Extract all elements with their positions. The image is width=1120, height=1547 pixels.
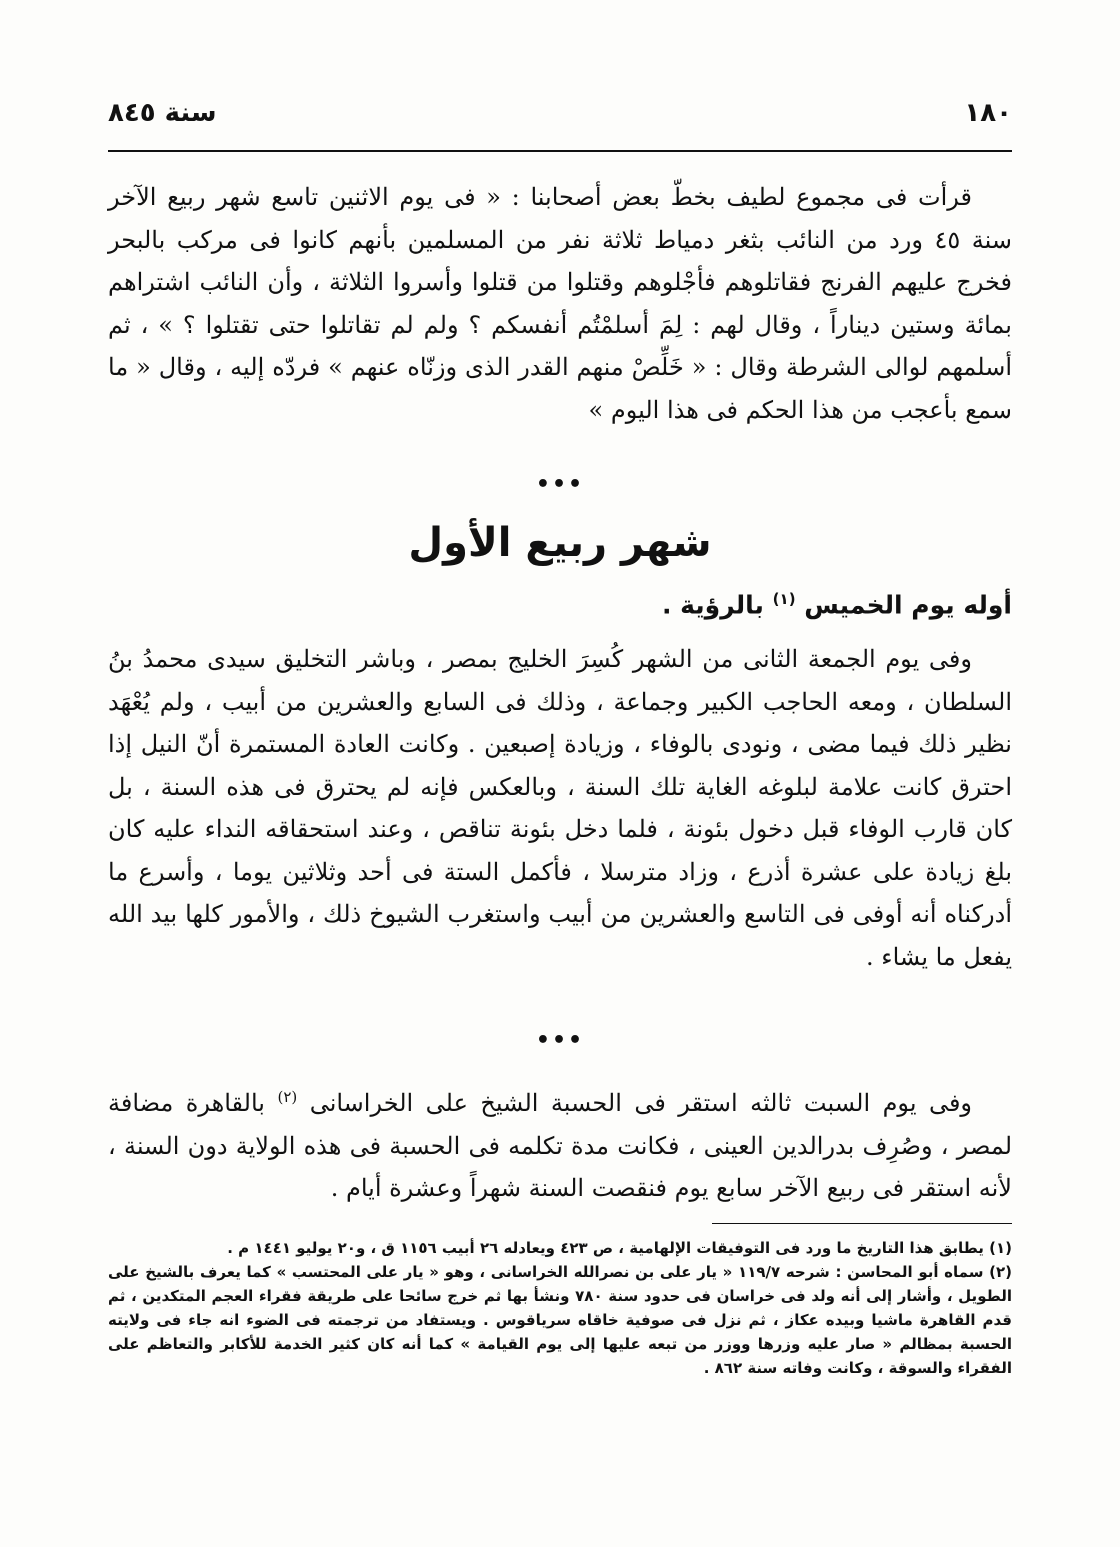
month-intro-text: أوله يوم الخميس [804,590,1012,620]
month-intro-text-end: بالرؤية . [661,590,764,620]
footnote-ref-1: (١) [772,590,796,608]
section-separator-2: ••• [535,1028,585,1053]
section-separator: ••• [535,472,585,497]
month-heading: شهر ربيع الأول [408,520,712,566]
paragraph-1: قرأت فى مجموع لطيف بخطّ بعض أصحابنا : « فى يوم الاثنين تاسع شهر ربيع الآخر سنة ٤٥ ورد من النائب بثغر دمياط ثلاثة نفر من المسلمين بأنهم كانوا فى مركب بالبحر فخرج عليهم الفرنج فقاتلوهم فأجْلوهم وقتلوا من قتلوا وأسروا الثلاثة ، وأن النائب اشتراهم بمائة وستين ديناراً ، وقال لهم : لِمَ أسلمْتُم أنفسكم ؟ ولم لم تقاتلوا حتى تقتلوا ؟ » ، ثم أسلمهم لوالى الشرطة وقال : « خَلِّصْ منهم القدر الذى وزنّاه عنهم » فردّه إليه ، وقال « ما سمع بأعجب من هذا الحكم فى هذا اليوم » [108,183,1013,424]
footnotes [108,1236,1012,1380]
footnote-1: (١) يطابق هذا التاريخ ما ورد فى التوفيقات الإلهامية ، ص ٤٢٣ ويعادله ٢٦ أبيب ١١٥٦ ق ، و٢٠ يوليو ١٤٤١ م . [227,1239,1012,1257]
month-intro [108,590,1012,619]
year-label: سنة ٨٤٥ [108,98,217,128]
footnote-2: (٢) سماه أبو المحاسن : شرحه ١١٩/٧ « يار على بن نصرالله الخراسانى ، وهو « يار على المحتسب » كما يعرف بالشيخ على الطويل ، وأشار إلى أنه ولد فى خراسان فى حدود سنة ٧٨٠ ونشأ بها ثم خرج سائحا على طريقة فقراء العجم المتكدين ، ثم قدم القاهرة ماشيا وبيده عكاز ، ثم نزل فى صوفية خاقاه سرياقوس . ويستفاد من ترجمته فى الضوء انه جاء فى ولايته الحسبة بمظالم « صار عليه وزرها ووزر من تبعه عليها إلى يوم القيامة » كما أنه كان كثير الخدمة للأكابر والتعاظم على الفقراء والسوقة ، وكانت وفاته سنة ٨٦٢ . [108,1263,1013,1377]
page-number: ١٨٠ [964,98,1012,128]
header-rule [108,150,1012,152]
paragraph-2: وفى يوم الجمعة الثانى من الشهر كُسِرَ الخليج بمصر ، وباشر التخليق سيدى محمدُ بنُ السلطان ، ومعه الحاجب الكبير وجماعة ، وذلك فى السابع والعشرين من أبيب ، ولم يُعْهَد نظير ذلك فيما مضى ، ونودى بالوفاء ، وزيادة إصبعين . وكانت العادة المستمرة أنّ النيل إذا احترق كانت علامة لبلوغه الغاية تلك السنة ، وبالعكس فإنه لم يحترق فى هذه السنة ، بل كان قارب الوفاء قبل دخول بئونة ، فلما دخل بئونة تناقص ، وعند استحقاقه النداء عليه كان بلغ زيادة على عشرة أذرع ، وزاد مترسلا ، فأكمل الستة فى أحد وثلاثين يوما ، وأسرع ما أدركناه أنه أوفى فى التاسع والعشرين من أبيب واستغرب الشيوخ ذلك ، والأمور كلها بيد الله يفعل ما يشاء . [108,645,1012,971]
running-header [108,98,1012,138]
paragraph-3-text-end: بالقاهرة مضافة لمصر ، وصُرِف بدرالدين العينى ، فكانت مدة تكلمه فى الحسبة فى هذه الولاية دون السنة ، لأنه استقر فى ربيع الآخر سابع يوم فنقصت السنة شهراً وعشرة أيام . [108,1089,1012,1202]
footnote-rule [712,1223,1012,1224]
paragraph-3 [108,1076,1012,1210]
paragraph-3-text: وفى يوم السبت ثالثه استقر فى الحسبة الشيخ على الخراسانى [309,1089,973,1117]
footnote-ref-2: (٢) [277,1088,298,1106]
